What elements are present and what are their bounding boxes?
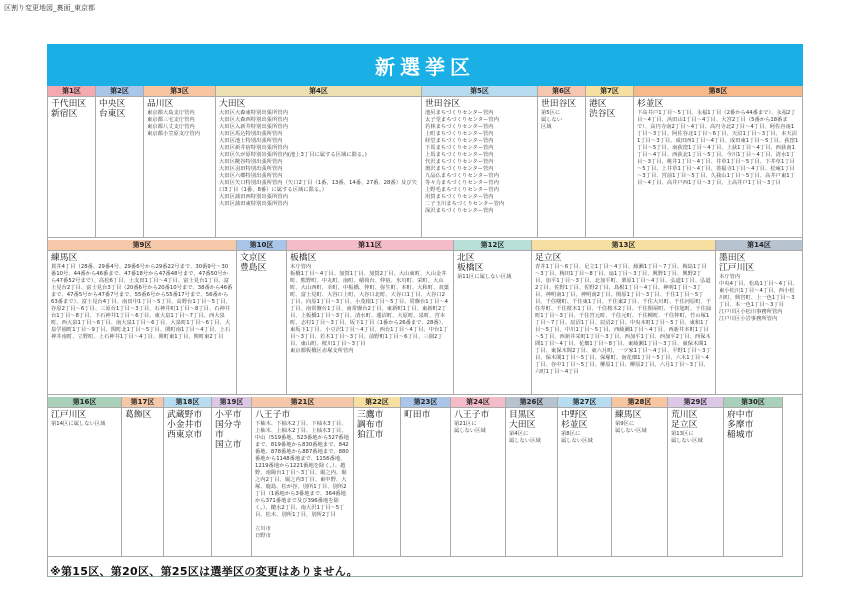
district-cell <box>237 240 287 395</box>
district-detail: 第13区に 属しない区域 <box>671 431 703 444</box>
district-body <box>454 251 531 283</box>
district-row-1 <box>47 86 803 238</box>
district-municipalities: 中央区 台東区 <box>99 99 126 119</box>
district-body <box>122 408 163 423</box>
district-municipalities: 八王子市 <box>255 410 291 420</box>
page-title: 新選挙区 <box>47 44 803 86</box>
district-body <box>612 408 667 437</box>
district-header: 第24区 <box>451 397 505 408</box>
district-header: 第19区 <box>212 397 251 408</box>
district-municipalities: 北区 板橋区 <box>457 253 484 273</box>
district-header: 第14区 <box>716 240 802 251</box>
district-header: 第7区 <box>586 86 633 97</box>
district-cell <box>47 240 237 395</box>
district-cell <box>144 86 216 238</box>
district-municipalities: 荒川区 足立区 <box>671 410 698 430</box>
district-header: 第10区 <box>237 240 286 251</box>
district-detail: 第5区に 属しない 区域 <box>541 110 563 130</box>
district-header: 第22区 <box>354 397 400 408</box>
district-body <box>586 97 633 122</box>
district-body <box>48 408 121 430</box>
district-detail: 下高井戸1丁目～5丁目、永福1丁目（2番から44番まで）、永福2丁目～4丁目、浜田山1丁目～4丁目、大宮2丁目（5番から18番まで）、高円寺南2丁目～4丁目、高円寺北2丁目～4丁目、阿佐谷南1丁目～3丁目、阿佐谷北1丁目～6丁目、天沼1丁目～3丁目、本天沼1丁目～3丁目、成田西1丁目～4丁目、成田東1丁目～5丁目、荻窪1丁目～5丁目、南荻窪1丁目～4丁目、上荻1丁目～4丁目、西荻南1丁目～4丁目、西荻北1丁目～5丁目、今川1丁目～4丁目、清水1丁目～3丁目、桃井1丁目～4丁目、井草1丁目～5丁目、下井草1丁目～5丁目、上井草1丁目～4丁目、善福寺1丁目～4丁目、松庵1丁目～3丁目、宮前1丁目～5丁目、久我山1丁目～5丁目、高井戸東1丁目～4丁目、高井戸西1丁目～3丁目、上高井戸1丁目～3丁目 <box>637 110 799 186</box>
district-header: 第21区 <box>252 397 353 408</box>
file-label: 区割り変更地図_裏面_東京都 <box>4 4 95 12</box>
district-body <box>96 97 143 122</box>
district-header: 第4区 <box>216 86 421 97</box>
district-detail: 本庁管内 中央4丁目、松島1丁目～4丁目、東小松川1丁目～4丁目、西小松川町、興宮町、上一色1丁目～3丁目、本一色1丁目～3丁目 江戸川区小松川事務所管内 江戸川区小岩事務所管内 <box>719 274 798 322</box>
district-municipalities: 練馬区 <box>51 253 78 263</box>
district-body <box>451 408 505 437</box>
district-municipalities: 墨田区 江戸川区 <box>719 253 755 273</box>
district-municipalities: 小平市 国分寺市 国立市 <box>215 410 242 450</box>
district-municipalities: 足立区 <box>535 253 562 263</box>
district-municipalities: 板橋区 <box>290 253 317 263</box>
district-municipalities: 府中市 多摩市 稲城市 <box>727 410 754 440</box>
district-body <box>354 408 400 443</box>
district-detail: 東京都大島支庁管内 東京都三宅支庁管内 東京都八丈支庁管内 東京都小笠原支庁管内 <box>147 110 200 137</box>
district-header: 第29区 <box>668 397 723 408</box>
district-cell <box>558 397 612 557</box>
district-cell <box>422 86 538 238</box>
district-detail: 下柚木、下柚木2丁目、下柚木3丁目、上柚木、上柚木2丁目、上柚木3丁目、中山（519番地、523番地から527番地まで、819番地から830番地まで、842番地、878番地から887番地まで、880番地から1148番地まで、1156番地、1219番地から1221番地を除く。）、越野、南陽台1丁目～3丁目、堀之内、堀之内2丁目、堀之内3丁目、東中野、大塚、鹿島、松が谷、別所1丁目、別所2丁目（1番地から3番地まで、364番地から371番地まで及び396番地を除く。）、鑓水2丁目、南大沢1丁目～5丁目、松木、別所1丁目、別所2丁目 立川市 日野市 <box>255 421 349 539</box>
district-cell <box>354 397 401 557</box>
district-body <box>716 251 802 325</box>
district-header: 第9区 <box>48 240 236 251</box>
district-body <box>724 408 782 443</box>
district-municipalities: 世田谷区 <box>541 99 577 109</box>
district-cell <box>532 240 716 395</box>
district-body <box>532 251 715 378</box>
district-municipalities: 文京区 豊島区 <box>240 253 267 273</box>
district-body <box>237 251 286 276</box>
district-header: 第23区 <box>401 397 450 408</box>
district-header: 第16区 <box>48 397 121 408</box>
district-header: 第12区 <box>454 240 531 251</box>
district-body <box>558 408 611 447</box>
district-cell <box>586 86 634 238</box>
district-body <box>287 251 453 357</box>
district-body <box>634 97 802 189</box>
district-detail: 第4区に 属しない区域 <box>509 431 541 444</box>
district-municipalities: 町田市 <box>404 410 431 420</box>
district-header: 第11区 <box>287 240 453 251</box>
district-detail: 第9区に 属しない区域 <box>615 421 647 434</box>
district-row-2 <box>47 240 803 395</box>
district-municipalities: 八王子市 <box>454 410 490 420</box>
district-detail: 青井1丁目～6丁目、足立1丁目～4丁目、綾瀬1丁目～7丁目、梅島1丁目～3丁目、梅田1丁目～8丁目、扇1丁目～3丁目、興野1丁目、興野2丁目、加平1丁目～3丁目、北加平町、栗原1丁目～4丁目、弘道1丁目、弘道2丁目、佐野1丁目、佐野2丁目、島根1丁目～4丁目、神明1丁目～3丁目、神明南1丁目、神明南2丁目、関原1丁目～3丁目、千住1丁目～5丁目、千住曙町、千住東1丁目、千住東2丁目、千住大川町、千住河原町、千住寿町、千住桜木1丁目、千住桜木2丁目、千住関屋町、千住旭町、千住緑町1丁目～3丁目、千住宮元町、千住元町、千住柳町、千住仲町、竹の塚1丁目～7丁目、辰沼1丁目、辰沼2丁目、中央本町1丁目～5丁目、東和1丁目～5丁目、中川1丁目～5丁目、西綾瀬1丁目～4丁目、西新井本町1丁目～5丁目、西新井栄町1丁目～3丁目、西加平1丁目、西加平2丁目、西保木間1丁目～4丁目、花畑1丁目～8丁目、東綾瀬1丁目～3丁目、東保木間1丁目、東保木間2丁目、東六月町、一ツ家1丁目～4丁目、平野1丁目～3丁目、保木間1丁目～5丁目、保塚町、南花畑1丁目～5丁目、六木1丁目～4丁目、谷中1丁目～5丁目、柳原1丁目、柳原2丁目、六月1丁目～3丁目、六町1丁目～4丁目 <box>535 264 712 375</box>
district-cell <box>47 397 122 557</box>
district-cell <box>164 397 212 557</box>
district-cell <box>287 240 454 395</box>
district-cell <box>252 397 354 557</box>
district-header: 第8区 <box>634 86 802 97</box>
district-cell <box>96 86 144 238</box>
district-municipalities: 葛飾区 <box>125 410 152 420</box>
district-cell <box>47 86 96 238</box>
district-body <box>252 408 353 542</box>
district-detail: 第14区に属しない区域 <box>51 421 106 427</box>
district-header: 第2区 <box>96 86 143 97</box>
district-detail: 第21区に 属しない区域 <box>454 421 486 434</box>
district-municipalities: 大田区 <box>219 99 246 109</box>
district-body <box>538 97 585 133</box>
district-municipalities: 品川区 <box>147 99 174 109</box>
district-body <box>144 97 215 140</box>
district-cell <box>506 397 558 557</box>
district-municipalities: 武蔵野市 小金井市 西東京市 <box>167 410 203 440</box>
district-cell <box>216 86 422 238</box>
district-municipalities: 杉並区 <box>637 99 664 109</box>
district-cell <box>634 86 803 238</box>
district-municipalities: 千代田区 新宿区 <box>51 99 87 119</box>
district-detail: 大田区大森東特別出張所管内 大田区大森西特別出張所管内 大田区入新井特別出張所管内 大田区馬込特別出張所管内 大田区池上特別出張所管内 大田区新井宿特別出張所管内 大田区久が原特別出張所管内(池上3丁目に属する区域に限る。) 大田区糀谷特別出張所管内 大田区羽田特別出張所管内 大田区六郷特別出張所管内 大田区矢口特別出張所管内（矢口2丁目（1番、13番、14番、27番、28番）及び矢口3丁目（1番、8番）に属する区域に限る。） 大田区蒲田西特別出張所管内 大田区蒲田東特別出張所管内 <box>219 110 417 207</box>
district-body <box>668 408 723 447</box>
district-header: 第26区 <box>506 397 557 408</box>
district-detail: 第8区に 属しない区域 <box>561 431 593 444</box>
district-cell <box>716 240 803 395</box>
district-header: 第3区 <box>144 86 215 97</box>
district-body <box>48 251 236 343</box>
district-body <box>401 408 450 423</box>
district-header: 第17区 <box>122 397 163 408</box>
district-municipalities: 練馬区 <box>615 410 642 420</box>
district-cell <box>612 397 668 557</box>
district-municipalities: 目黒区 大田区 <box>509 410 536 430</box>
district-header: 第6区 <box>538 86 585 97</box>
district-body <box>212 408 251 453</box>
district-municipalities: 世田谷区 <box>425 99 461 109</box>
district-header: 第27区 <box>558 397 611 408</box>
district-body <box>48 97 95 122</box>
district-header: 第1区 <box>48 86 95 97</box>
district-cell <box>538 86 586 238</box>
district-municipalities: 中野区 杉並区 <box>561 410 588 430</box>
district-municipalities: 江戸川区 <box>51 410 87 420</box>
district-header: 第18区 <box>164 397 211 408</box>
district-header: 第5区 <box>422 86 537 97</box>
district-body <box>164 408 211 443</box>
district-row-3 <box>47 397 803 557</box>
district-detail: 貫井4丁目（28番、29番4号、29番6号から29番22号まで、30番9号～30番10号、44番から46番まで、47番18号から47番48号まで、47番50号から47番52号まで）、高松6丁目、土支田1丁目～4丁目、富士見台1丁目、富士見台2丁目、富士見台3丁目（20番6号から20番10号まで、38番から46番まで、47番5号から47番7号まで、55番6号から55番17号まで、56番から63番まで）、富士見台4丁目、南田中1丁目～5丁目、高野台1丁目～5丁目、谷原2丁目～6丁目、三原台1丁目～3丁目、石神井町1丁目～8丁目、石神井台1丁目～8丁目、下石神井1丁目～6丁目、東大泉1丁目～7丁目、西大泉町、西大泉1丁目～6丁目、南大泉1丁目～6丁目、大泉町1丁目～6丁目、大泉学園町1丁目～9丁目、関町北1丁目～5丁目、関町南1丁目～4丁目、上石神井南町、立野町、上石神井1丁目～4丁目、関町東1丁目、関町東2丁目 <box>51 264 233 340</box>
district-header: 第30区 <box>724 397 782 408</box>
district-municipalities: 三鷹市 調布市 狛江市 <box>357 410 384 440</box>
district-detail: 池尻まちづくりセンター管内 太子堂まちづくりセンター管内 若林まちづくりセンター管内 上町まちづくりセンター管内 経堂まちづくりセンター管内 下馬まちづくりセンター管内 上馬まちづくりセンター管内 代沢まちづくりセンター管内 奥沢まちづくりセンター管内 九品仏まちづくりセンター管内 等々力まちづくりセンター管内 上野毛まちづくりセンター管内 用賀まちづくりセンター管内 二子玉川まちづくりセンター管内 深沢まちづくりセンター管内 <box>425 110 505 214</box>
district-detail: 本庁管内 板橋1丁目～4丁目、加賀1丁目、加賀2丁目、大山東町、大山金井町、熊野町、中丸町、南町、稲荷台、仲宿、氷川町、栄町、大山町、大山西町、幸町、中板橋、仲町、弥生町、本町、大和町、双葉町、富士見町、大谷口上町、大谷口北町、大谷口1丁目、大谷口2丁目、向原1丁目～3丁目、小茂根1丁目～5丁目、常盤台1丁目～4丁目、南常盤台1丁目、南常盤台2丁目、東新町1丁目、東新町2丁目、上板橋1丁目～3丁目、清水町、蓮沼町、大原町、泉町、宮本町、志村1丁目～3丁目、坂下1丁目（1番から26番まで、28番）、東坂下1丁目、小豆沢1丁目～4丁目、西台1丁目～4丁目、中台1丁目～3丁目、若木1丁目～3丁目、前野町1丁目～6丁目、三園2丁目、東山町、桜川1丁目～3丁目 東京都板橋区赤塚支所管内 <box>290 264 449 354</box>
district-cell <box>212 397 252 557</box>
district-cell <box>724 397 783 557</box>
district-header: 第13区 <box>532 240 715 251</box>
district-cell <box>451 397 506 557</box>
district-municipalities: 港区 渋谷区 <box>589 99 616 119</box>
district-detail: 第11区に属しない区域 <box>457 274 512 280</box>
district-cell <box>668 397 724 557</box>
district-body <box>216 97 421 210</box>
footnote: ※第15区、第20区、第25区は選挙区の変更はありません。 <box>50 565 358 578</box>
district-cell <box>401 397 451 557</box>
district-cell <box>122 397 164 557</box>
district-cell <box>454 240 532 395</box>
district-header: 第28区 <box>612 397 667 408</box>
district-body <box>506 408 557 447</box>
district-body <box>422 97 537 217</box>
